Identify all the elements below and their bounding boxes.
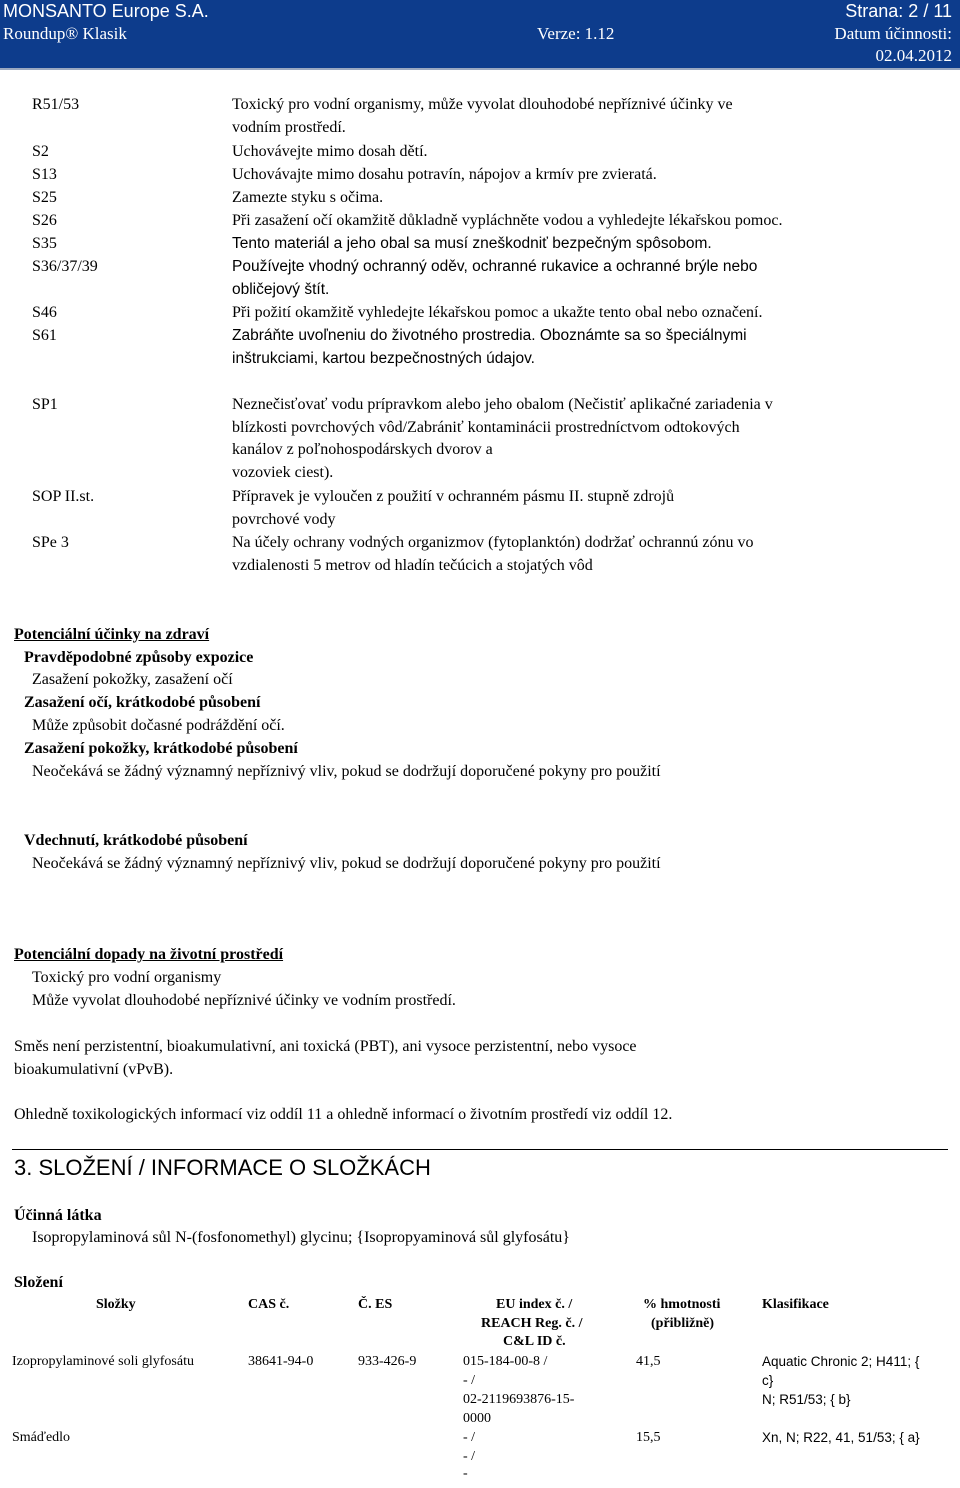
row1-cas: 38641-94-0 xyxy=(248,1354,314,1369)
row2-eu-3: - xyxy=(463,1466,468,1481)
row1-eu-1: 015-184-00-8 / xyxy=(463,1354,548,1369)
col-class: Klasifikace xyxy=(762,1297,829,1312)
skin-text: Neočekává se žádný významný nepříznivý vliv, pokud se dodržují doporučené pokyny pro použití xyxy=(32,763,661,780)
row1-class-2: c} xyxy=(762,1373,774,1388)
environment-heading: Potenciální dopady na životní prostředí xyxy=(14,946,284,963)
row1-es: 933-426-9 xyxy=(358,1354,417,1369)
phrase-text-line: Při požití okamžitě vyhledejte lékařskou pomoc a ukažte tento obal nebo označení. xyxy=(232,304,763,321)
row2-component: Smáďedlo xyxy=(12,1430,71,1445)
exposure-heading: Pravděpodobné způsoby expozice xyxy=(24,649,254,666)
row1-eu-3: 02-2119693876-15- xyxy=(463,1392,575,1407)
phrase-code: S61 xyxy=(32,327,57,344)
env-line-1: Toxický pro vodní organismy xyxy=(32,969,222,986)
exposure-text: Zasažení pokožky, zasažení očí xyxy=(32,671,233,688)
phrase-code: SP1 xyxy=(32,396,58,413)
col-pct-2: (přibližně) xyxy=(651,1316,714,1331)
phrase-code: S13 xyxy=(32,166,57,183)
phrase-text-line: Používejte vhodný ochranný oděv, ochranné rukavice a ochranné brýle nebo xyxy=(232,258,758,275)
phrase-text-line: Uchovávejte mimo dosah dětí. xyxy=(232,143,428,160)
env-line-2: Může vyvolat dlouhodobé nepříznivé účinky ve vodním prostředí. xyxy=(32,992,456,1009)
phrase-code: SOP II.st. xyxy=(32,488,95,505)
active-substance-heading: Účinná látka xyxy=(14,1207,102,1224)
product-name: Roundup® Klasik xyxy=(3,24,127,43)
inhalation-heading: Vdechnutí, krátkodobé působení xyxy=(24,832,248,849)
inhalation-text: Neočekává se žádný významný nepříznivý vliv, pokud se dodržují doporučené pokyny pro použití xyxy=(32,855,661,872)
phrase-text-line: vodním prostředí. xyxy=(232,118,346,136)
phrase-code: S2 xyxy=(32,143,49,160)
col-eu-1: EU index č. / xyxy=(496,1297,573,1312)
phrase-text-line: vozoviek ciest). xyxy=(232,463,334,481)
row2-pct: 15,5 xyxy=(636,1430,661,1445)
skin-heading: Zasažení pokožky, krátkodobé působení xyxy=(24,740,298,757)
phrase-text-line: Přípravek je vyloučen z použití v ochranném pásmu II. stupně zdrojů xyxy=(232,488,675,505)
row1-class-3: N; R51/53; { b} xyxy=(762,1392,851,1407)
phrase-text-line: Toxický pro vodní organismy, může vyvolat dlouhodobé nepříznivé účinky ve xyxy=(232,96,733,113)
header-divider xyxy=(0,68,960,70)
phrase-code: R51/53 xyxy=(32,96,80,113)
health-heading: Potenciální účinky na zdraví xyxy=(14,626,210,643)
phrase-code: S25 xyxy=(32,189,57,206)
pbt-line-2: bioakumulativní (vPvB). xyxy=(14,1061,174,1078)
col-pct-1: % hmotnosti xyxy=(643,1297,721,1312)
col-cas: CAS č. xyxy=(248,1297,290,1312)
phrase-text-line: obličejový štít. xyxy=(232,280,330,298)
phrase-code: SPe 3 xyxy=(32,534,69,551)
version: Verze: 1.12 xyxy=(537,24,615,43)
phrase-text-line: blízkosti povrchových vôd/Zabrániť kontaminácii prostredníctvom odtokových xyxy=(232,418,740,436)
section-divider xyxy=(12,1149,948,1150)
reference-line: Ohledně toxikologických informací viz oddíl 11 a ohledně informací o životním prostředí viz oddíl 12. xyxy=(14,1106,673,1123)
phrase-code: S46 xyxy=(32,304,57,321)
company-name: MONSANTO Europe S.A. xyxy=(3,1,209,21)
row1-pct: 41,5 xyxy=(636,1354,661,1369)
phrase-code: S35 xyxy=(32,235,57,252)
phrase-text-line: Na účely ochrany vodných organizmov (fytoplanktón) dodržať ochrannú zónu vo xyxy=(232,534,754,551)
pbt-line-1: Směs není perzistentní, bioakumulativní, ani toxická (PBT), ani vysoce perzistentní, nebo vysoce xyxy=(14,1038,637,1055)
row1-eu-4: 0000 xyxy=(463,1411,491,1426)
row1-class-1: Aquatic Chronic 2; H411; { xyxy=(762,1354,920,1369)
phrase-text-line: Zamezte styku s očima. xyxy=(232,189,384,206)
phrase-code: S36/37/39 xyxy=(32,258,98,275)
col-eu-2: REACH Reg. č. / xyxy=(481,1316,583,1331)
phrase-text-line: kanálov z poľnohospodárskych dvorov a xyxy=(232,441,493,458)
row1-component: Izopropylaminové soli glyfosátu xyxy=(12,1354,194,1369)
active-substance-text: Isopropylaminová sůl N-(fosfonomethyl) glycinu; {Isopropyaminová sůl glyfosátu} xyxy=(32,1229,570,1246)
composition-heading: Složení xyxy=(14,1274,63,1291)
phrase-text-line: Zabráňte uvoľneniu do životného prostredia. Oboznámte sa so špeciálnymi xyxy=(232,327,747,344)
phrase-code: S26 xyxy=(32,212,57,229)
phrase-text-line: Při zasažení očí okamžitě důkladně vypláchněte vodou a vyhledejte lékařskou pomoc. xyxy=(232,212,783,229)
col-eu-3: C&L ID č. xyxy=(503,1334,566,1349)
phrase-text-line: inštrukciami, kartou bezpečnostných údajov. xyxy=(232,349,535,367)
page-number: Strana: 2 / 11 xyxy=(845,1,952,21)
row2-eu-2: - / xyxy=(463,1449,476,1464)
phrase-text-line: Uchovávajte mimo dosahu potravín, nápojov a krmív pre zvieratá. xyxy=(232,166,657,183)
section-3-title: 3. SLOŽENÍ / INFORMACE O SLOŽKÁCH xyxy=(14,1155,431,1180)
date-label: Datum účinnosti: xyxy=(834,24,952,43)
phrase-text-line: Neznečisťovať vodu prípravkom alebo jeho obalom (Nečistiť aplikačné zariadenia v xyxy=(232,396,773,413)
date-value: 02.04.2012 xyxy=(875,46,952,65)
row1-eu-2: - / xyxy=(463,1373,476,1388)
page-header xyxy=(0,0,960,68)
row2-eu-1: - / xyxy=(463,1430,476,1445)
phrase-text-line: vzdialenosti 5 metrov od hladín tečúcich a stojatých vôd xyxy=(232,556,593,574)
eye-text: Může způsobit dočasné podráždění očí. xyxy=(32,717,285,734)
col-es: Č. ES xyxy=(358,1297,393,1312)
phrase-text-line: Tento materiál a jeho obal sa musí zneškodniť bezpečným spôsobom. xyxy=(232,235,712,252)
row2-class-1: Xn, N; R22, 41, 51/53; { a} xyxy=(762,1430,920,1445)
phrase-text-line: povrchové vody xyxy=(232,510,336,528)
eye-heading: Zasažení očí, krátkodobé působení xyxy=(24,694,261,711)
col-component: Složky xyxy=(96,1297,136,1312)
